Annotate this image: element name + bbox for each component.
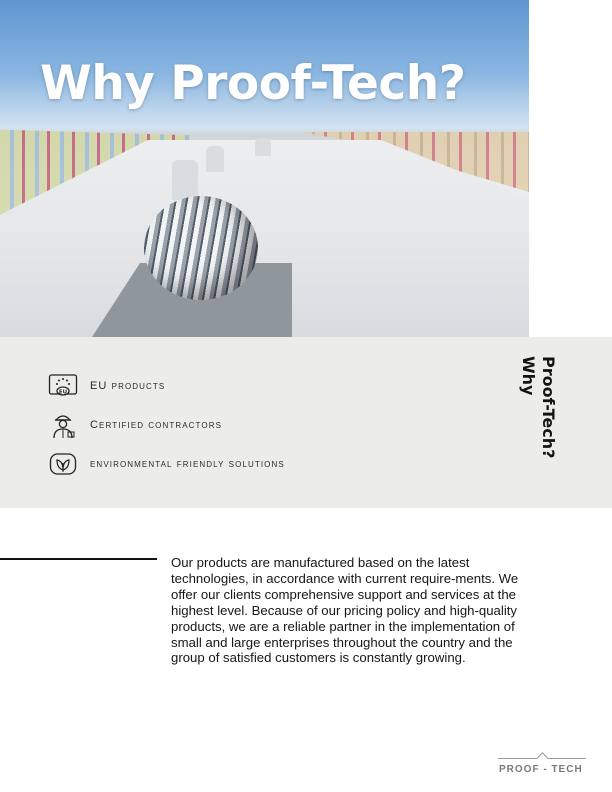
feature-label: environmental friendly solutions xyxy=(90,458,285,470)
roof-vent xyxy=(206,146,224,172)
hero-photo xyxy=(0,0,529,337)
side-title-vertical xyxy=(512,356,558,496)
roof-ventilation-turbine xyxy=(144,196,258,300)
feature-certified-contractors xyxy=(48,411,222,439)
roof-vent xyxy=(172,160,198,200)
feature-label: Certified contractors xyxy=(90,419,223,431)
svg-text:EU: EU xyxy=(58,389,68,396)
footer-notch xyxy=(536,752,549,765)
roof-vent xyxy=(255,138,271,156)
body-paragraph: Our products are manufactured based on the latest technologies, in accordance with current require-ments. We offer our clients comprehensive support and services at the highest level. Because of our pricing policy and high-quality products, we are a reliable partner in the implementation of small and large enterprises throughout the country and the group of satisfied customers is constantly growing. xyxy=(171,555,519,666)
contractor-worker-icon xyxy=(48,411,78,439)
feature-eu-products xyxy=(48,372,165,400)
side-title-line-1: Proof-Tech? xyxy=(539,356,558,459)
side-title-line-2: Why xyxy=(519,356,538,396)
feature-label: EU products xyxy=(90,380,166,392)
feature-environmental xyxy=(48,450,285,478)
leaf-icon xyxy=(48,450,78,478)
page-title: Why Proof-Tech? xyxy=(40,56,466,111)
footer-brand: PROOF - TECH xyxy=(499,764,583,775)
section-rule xyxy=(0,558,157,560)
eu-badge-icon xyxy=(48,372,78,400)
